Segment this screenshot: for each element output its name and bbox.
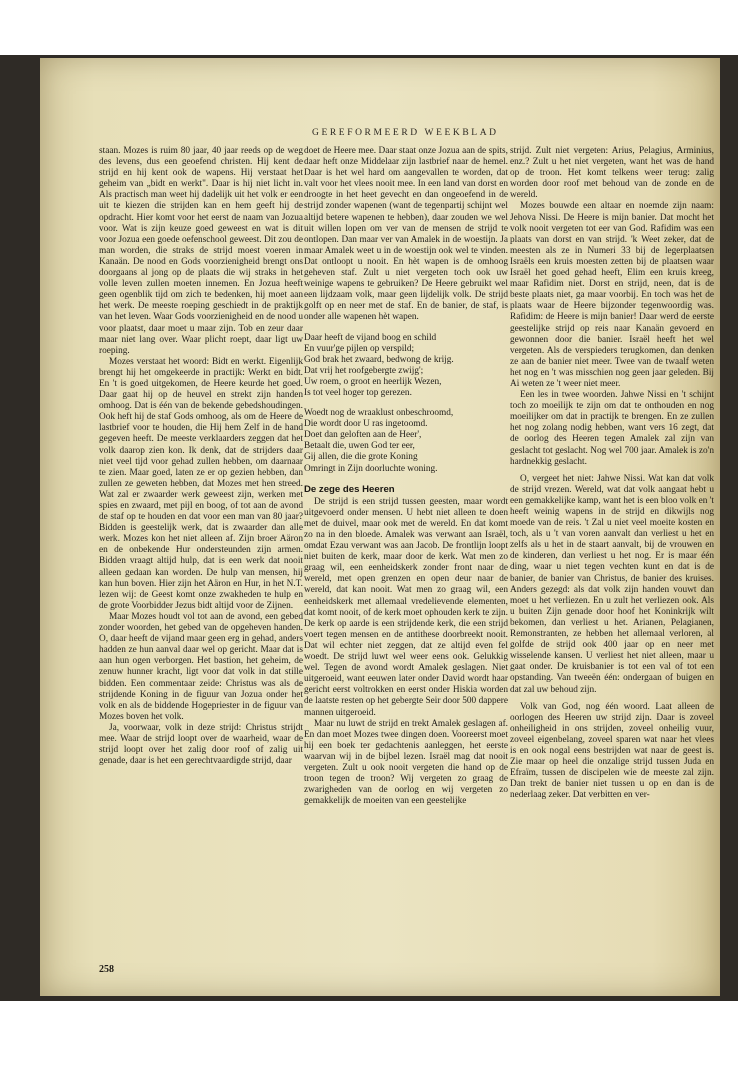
verse-line: Is tot veel hoger top gerezen. — [304, 387, 412, 398]
paragraph: Een les in twee woorden. Jahwe Nissi en 't schijnt toch zo moeilijk te zijn om dat te onthouden en nog moeilijker om dat in practijk te brengen. En ze zullen het nog zolang nodig hebben, want vers 16 zegt, dat de oorlog des Heeren tegen Amalek zal zijn van geslacht tot geslacht. Nog wel 700 jaar. Amalek is zo'n hardnekkig geslacht. — [510, 390, 714, 467]
verse-line: Gij allen, die die grote Koning — [304, 452, 418, 463]
page-header: GEREFORMEERD WEEKBLAD — [312, 128, 499, 138]
verse-line: Woedt nog de wraaklust onbeschroomd, — [304, 408, 454, 419]
paragraph: doet de Heere mee. Daar staat onze Jozua aan de spits, daar heft onze Middelaar zijn lastbrief naar de hemel. Daar is het wel hard om aangevallen te worden, dat valt voor het vlees nooit mee. In een land van dorst en droogte in het heet gevecht en dan ongeoefend in de strijd zonder wapenen (want de tegenpartij schijnt wel altijd betere wapenen te hebben), daar zouden we wel uit willen lopen om ver van de mensen de strijd te ontlopen. Dan maar ver van Amalek in de woestijn. Ja maar Amalek weet u in de woestijn ook wel te vinden. Dat ontloopt u nooit. En hèt wapen is de omhoog geheven staf. Zult u niet vergeten toch ook uw weinige wapens te gebruiken? De Heere gebruikt wel een lijdzaam volk, maar geen lijdelijk volk. De strijd golft op en neer met de staf. En de banier, de staf, is onder alle wapenen hèt wapen. — [304, 146, 508, 323]
paragraph: Maar nu luwt de strijd en trekt Amalek geslagen af. En dan moet Mozes twee dingen doen. Vooreerst moet hij een boek ter gedachtenis aanleggen, het eerste waarvan wij in de bijbel lezen. Israël mag dat nooit vergeten. Zult u ook nooit vergeten die hand op de troon tegen de troon? Wij vergeten zo graag de zwarigheden van de oorlog en wij vergeten zo gemakkelijk de moeiten van een geestelijke — [304, 718, 508, 807]
section-heading: De zege des Heeren — [304, 483, 395, 495]
verse-line: God brak het zwaard, bedwong de krijg. — [304, 354, 454, 365]
psalm-verse-1 — [304, 333, 508, 400]
paragraph: Mozes bouwde een altaar en noemde zijn naam: Jehova Nissi. De Heere is mijn banier. Dat mocht het volk nooit vergeten tot eer van God. Rafidim was een plaats van dorst en van strijd. 'k Weet zeker, dat de meesten als ze in Numeri 33 bij de legerplaatsen Israëls een kruis moesten zetten bij de plaatsen waar Israël het goed gehad heeft, Elim een kruis kreeg, maar Rafidim niet. Dorst en strijd, neen, dat is de beste plaats niet, ga maar voorbij. En toch was het de plaats waar de Heere bijzonder tegenwoordig was. Rafidim: de Heere is mijn banier! Daar werd de eerste geestelijke strijd op reis naar Kanaän gevoerd en gewonnen door die banier. Israël heeft het wel vergeten. Als de verspieders terugkomen, dan denken ze aan de banier niet meer. Twee van de twaalf weten het nog en 't was misschien nog geen jaar geleden. Bij Ai weten ze 't weer niet meer. — [510, 201, 714, 389]
column-2 — [304, 146, 508, 976]
paragraph: De strijd is een strijd tussen geesten, maar wordt uitgevoerd onder mensen. U hebt niet alleen te doen met de duivel, maar ook met de wereld. En dat komt zo na in den bloede. Amalek was verwant aan Israël, omdat Ezau verwant was aan Jacob. De frontlijn loopt niet buiten de kerk, maar door de kerk. Wat men zo graag wil, een eenheidskerk zonder front naar de wereld, met open grenzen en open deur naar de wereld, dat kan nooit. Wat men zo graag wil, een eenheidskerk met allemaal vredelievende elementen, dat komt nooit, of de kerk moet ophouden kerk te zijn. De kerk op aarde is een strijdende kerk, die een strijd voert tegen mensen en de antithese doorbreekt nooit. Dat wil echter niet zeggen, dat ze altijd even fel woedt. De strijd luwt wel weer eens ook. Gelukkig wel. Tegen de avond wordt Amalek geslagen. Niet uitgeroeid, want eeuwen later onder David wordt haar gericht eerst voltrokken en eerst onder Hiskia worden de laatste resten op het gebergte Seir door 500 dappere mannen uitgeroeid. — [304, 496, 508, 718]
paragraph: Volk van God, nog één woord. Laat alleen de oorlogen des Heeren uw strijd zijn. Daar is zoveel onheiligheid in ons strijden, zoveel onheilig vuur, zoveel eigenbelang, zoveel sparen wat naar het vlees is en ook nogal eens bestrijden wat naar de geest is. Zie maar op heel die onzalige strijd tussen Juda en Efraïm, tussen de discipelen wie de meeste zal zijn. Dan trekt de banier niet tussen u op en dan is de nederlaag zeker. Dat verbitten en ver- — [510, 701, 714, 801]
verse-line: En vuur'ge pijlen op verspild; — [304, 343, 415, 354]
page-number: 258 — [99, 964, 114, 975]
verse-line: Omringt in Zijn doorluchte woning. — [304, 463, 438, 474]
paragraph: strijd. Zult niet vergeten: Arius, Pelagius, Arminius, enz.? Zult u het niet vergeten, want het was de hand op de troon. Het komt telkens weer terug: zalig worden door roof met behoud van de zonde en de wereld. — [510, 146, 714, 201]
verse-line: Daar heeft de vijand boog en schild — [304, 332, 437, 343]
verse-line: Uw roem, o groot en heerlijk Wezen, — [304, 376, 442, 387]
paragraph: staan. Mozes is ruim 80 jaar, 40 jaar reeds op de weg des levens, dus een geoefend christen. Hij kent de strijd en hij kent ook de wapens. Hij verstaat het geheim van „bidt en werkt". Daar is hij niet licht in. Als practisch man weet hij dadelijk uit het volk er een uit te kiezen die strijden kan en hem geeft hij de opdracht. Hier komt voor het eerst de naam van Jozua voor. Wat is zijn keuze goed geweest en wat is dit voor Jozua een goede oefenschool geweest. Dit zou de man worden, die straks de strijd moest voeren in Kanaän. De nood en Gods voorzienigheid brengt ons doorgaans al jong op de plaats die wij straks in het volle leven zullen moeten innemen. En Jozua heeft geen ogenblik tijd om zich te bedenken, hij moet aan het werk. De meeste roeping geschiedt in de praktijk van het leven. Waar Gods voorzienigheid en de nood u voor plaatst, daar moet u maar zijn. Tob en zeur daar maar niet lang over. Waar plicht roept, daar ligt uw roeping. — [99, 146, 303, 356]
column-3 — [510, 146, 714, 976]
paragraph: O, vergeet het niet: Jahwe Nissi. Wat kan dat volk de strijd vrezen. Wereld, wat dat volk aangaat hebt u een gemakkelijke kamp, want het is een bloo volk en 't heeft weinig wapens in de strijd en dikwijls nog moede van de reis. 't Zal u niet veel moeite kosten en toch, als u 't van voren aanvalt dan verliest u het en zelfs als u het in de staart aanvalt, bij de vrouwen en de kinderen, dan verliest u het nog. Er is maar één ding, waar u niet tegen vechten kunt en dat is de banier, de banier van Christus, de banier des kruises. Anders gezegd: als dat volk zijn handen vouwt dan moet u het verliezen. En u zult het verliezen ook. Als u buiten Zijn genade door hoof het Koninkrijk wilt bekomen, dan verliest u het. Arianen, Pelagianen, Remonstranten, ze hebben het allemaal verloren, al golfde de strijd ook 400 jaar op en neer met wisselende kansen. U verliest het niet alleen, maar u gaat onder. De kruisbanier is tot een val of tot een opstanding. Van tweeën één: ondergaan of buigen en dat zal uw behoud zijn. — [510, 473, 714, 695]
column-1 — [99, 146, 303, 976]
paragraph: Maar Mozes houdt vol tot aan de avond, een gebed zonder woorden, het gebed van de opgeheven handen. O, daar heeft de vijand maar geen erg in gehad, anders hadden ze hun aanval daar wel op gericht. Maar dat is aan hun ogen verborgen. Het bastion, het geheim, de zenuw hunner kracht, ligt voor dat volk in dat stille bidden. Een commentaar zeide: Christus was als de strijdende Koning in de figuur van Jozua onder het volk en als de biddende Hogepriester in de figuur van Mozes boven het volk. — [99, 611, 303, 722]
verse-line: Die wordt door U ras ingetoomd. — [304, 419, 428, 430]
verse-line: Betaalt die, uwen God ter eer, — [304, 441, 415, 452]
psalm-verse-2 — [304, 408, 508, 475]
paragraph: Ja, voorwaar, volk in deze strijd: Christus strijdt mee. Waar de strijd loopt over de waarheid, waar de strijd loopt over het zalig door roof of zalig uit genade, daar is het een gerechtvaardigde strijd, daar — [99, 722, 303, 767]
verse-line: Dat vrij het roofgebergte zwijg'; — [304, 365, 424, 376]
verse-line: Doet dan geloften aan de Heer', — [304, 430, 422, 441]
paragraph: Mozes verstaat het woord: Bidt en werkt. Eigenlijk brengt hij het omgekeerde in practijk: Werkt en bidt. En 't is goed uitgekomen, de Heere keurde het goed. Daar gaat hij op de heuvel en strekt zijn handen omhoog. Dat is één van de bekende gebedshoudingen. Ook heft hij de staf Gods omhoog, als om de Heere de lastbrief voor te houden, die Hij hem Zelf in de hand gegeven heeft. De meeste verklaarders zeggen dat het volk daarop zien kon. Ik denk, dat de strijders daar niet veel tijd voor gehad zullen hebben, om daarnaar te zien. Maar goed, laten ze er op gezien hebben, dan zullen ze geweten hebben, dat Mozes met hen streed. Wat zal er zwaarder werk geweest zijn, werken met spies en zwaard, met pijl en boog, of tot aan de avond de staf op te houden en dat voor een man van 80 jaar? Bidden is geestelijk werk, dat is zwaarder dan alle werk. Mozes kon het niet alleen af. Zijn broer Aäron en de onbekende Hur ondersteunden zijn armen. Bidden vraagt altijd hulp, dat is een werk dat nooit alleen gedaan kan worden. De hulp van mensen, hij kan hun boven. Hier zijn het Aäron en Hur, in het N.T. lezen wij: de Geest komt onze zwakheden te hulp en de grote Voorbidder Jezus bidt altijd voor de Zijnen. — [99, 356, 303, 611]
